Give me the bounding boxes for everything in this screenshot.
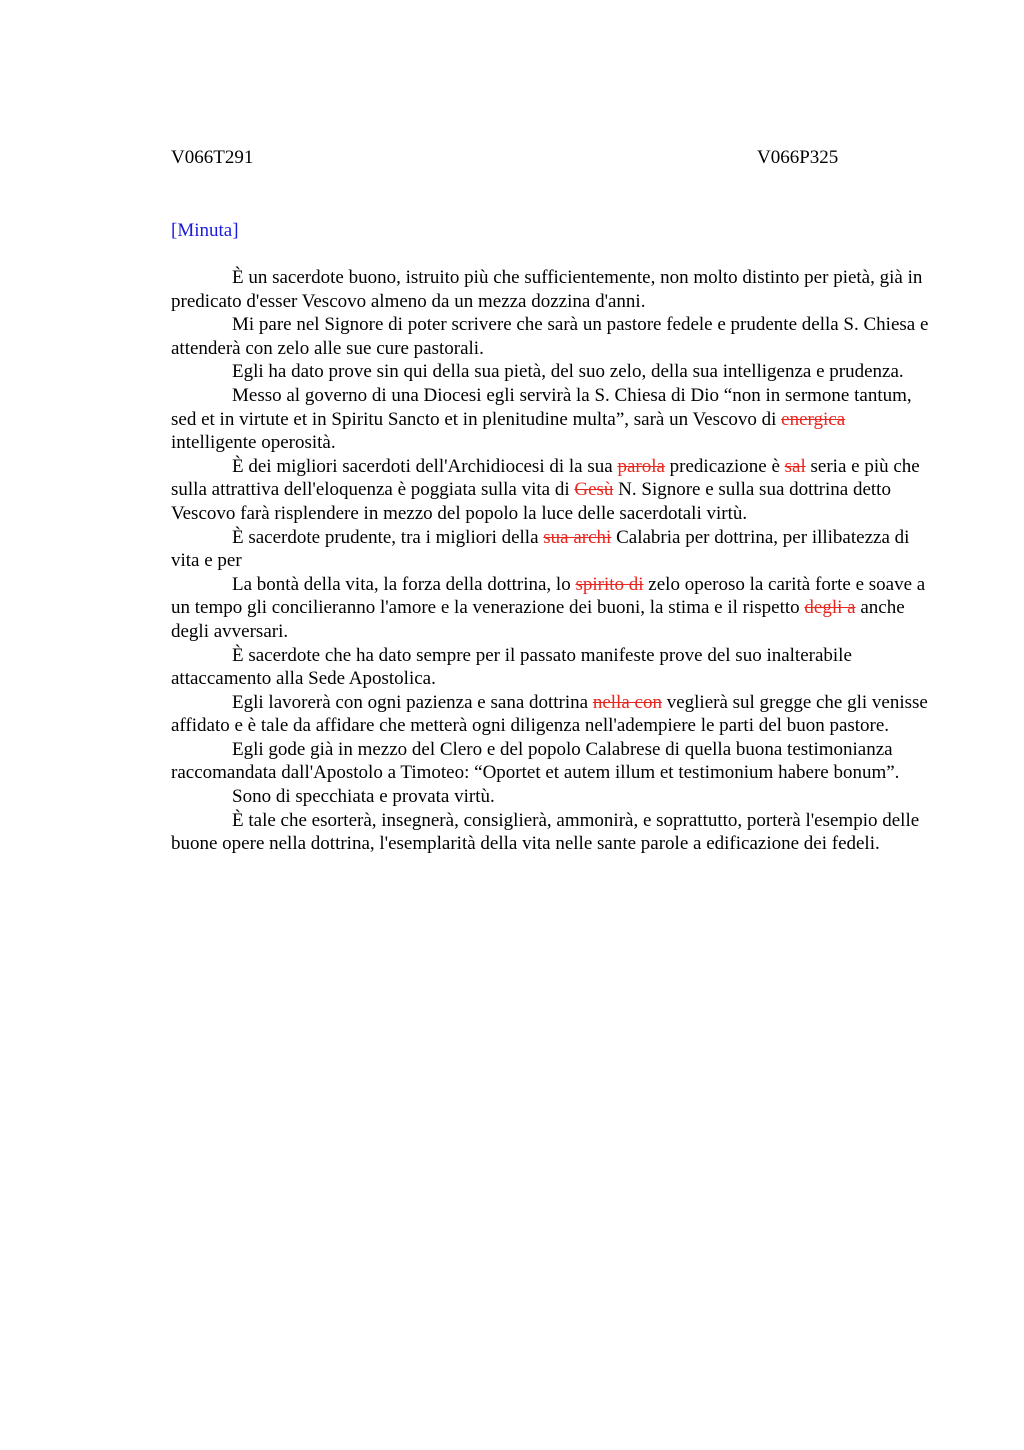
paragraph [171, 809, 931, 856]
paragraph-text: Egli gode già in mezzo del Clero e del popolo Calabrese di quella buona testimonianza raccomandata dall'Apostolo a Timoteo: “Oportet et autem illum et testimonium habere bonum”. [171, 738, 900, 784]
paragraph-text: anche degli avversari. [171, 597, 905, 642]
header-left-code: V066T291 [171, 147, 254, 168]
paragraph-text: predicazione è [664, 455, 785, 477]
paragraph [171, 455, 931, 526]
paragraph [171, 360, 931, 384]
paragraph-text: Mi pare nel Signore di poter scrivere che sarà un pastore fedele e prudente della S. Chiesa e attenderà con zelo alle sue cure pastorali. [171, 314, 929, 359]
paragraph [171, 738, 931, 785]
paragraph [171, 691, 931, 738]
page-header [171, 146, 931, 170]
paragraph-text: N. Signore e sulla sua dottrina detto Vescovo farà risplendere in mezzo del popolo la luce delle sacerdotali virtù. [171, 479, 891, 524]
paragraph-text: intelligente operosità. [171, 432, 336, 454]
paragraph-text: Egli lavorerà con ogni pazienza e sana dottrina [232, 691, 593, 713]
header-right-code: V066P325 [757, 147, 839, 168]
paragraph-text: zelo operoso la carità forte e soave a un tempo gli concilieranno l'amore e la venerazione dei buoni, la stima e il rispetto [171, 573, 926, 619]
paragraph [171, 313, 931, 360]
deleted-text: parola [617, 455, 665, 477]
deleted-text: sua archi [543, 526, 612, 548]
deleted-text: energica [781, 408, 846, 430]
paragraph [171, 384, 931, 455]
paragraph [171, 785, 931, 809]
paragraph-text: È tale che esorterà, insegnerà, consiglierà, ammonirà, e soprattutto, porterà l'esempio delle buone opere nella dottrina, l'esemplarità della vita nelle sante parole a edificazione dei fedeli. [171, 809, 920, 855]
paragraph-text: veglierà sul gregge che gli venisse affidato e è tale da affidare che metterà ogni diligenza nell'adempiere le parti del buon pastore. [171, 691, 928, 737]
paragraph [171, 266, 931, 313]
deleted-text: nella con [592, 691, 662, 713]
paragraph [171, 573, 931, 644]
paragraph [171, 644, 931, 691]
paragraph-text: È dei migliori sacerdoti dell'Archidiocesi di la sua [232, 455, 618, 477]
minuta-label: [Minuta] [171, 220, 239, 241]
paragraph-text: seria e più che sulla attrattiva dell'eloquenza è poggiata sulla vita di [171, 455, 920, 501]
deleted-text: spirito di [575, 573, 644, 595]
paragraph-text: La bontà della vita, la forza della dottrina, lo [232, 573, 576, 595]
paragraph-text: È sacerdote prudente, tra i migliori della [232, 526, 544, 548]
paragraph-text: È un sacerdote buono, istruito più che sufficientemente, non molto distinto per pietà, già in predicato d'esser Vescovo almeno da un mezza dozzina d'anni. [171, 267, 923, 312]
paragraph [171, 526, 931, 573]
document-body [171, 266, 931, 856]
paragraph-text: È sacerdote che ha dato sempre per il passato manifeste prove del suo inalterabile attaccamento alla Sede Apostolica. [171, 644, 852, 690]
paragraph-text: Sono di specchiata e provata virtù. [232, 786, 495, 808]
deleted-text: Gesù [574, 479, 614, 501]
deleted-text: sal [784, 455, 806, 477]
document-page [171, 146, 931, 856]
paragraph-text: Egli ha dato prove sin qui della sua pietà, del suo zelo, della sua intelligenza e prudenza. [232, 361, 904, 383]
paragraph-text: Messo al governo di una Diocesi egli servirà la S. Chiesa di Dio “non in sermone tantum, sed et in virtute et in Spiritu Sancto et in plenitudine multa”, sarà un Vescovo di [171, 384, 912, 430]
paragraph-text: Calabria per dottrina, per illibatezza di vita e per [171, 526, 910, 572]
deleted-text: degli a [804, 597, 856, 619]
